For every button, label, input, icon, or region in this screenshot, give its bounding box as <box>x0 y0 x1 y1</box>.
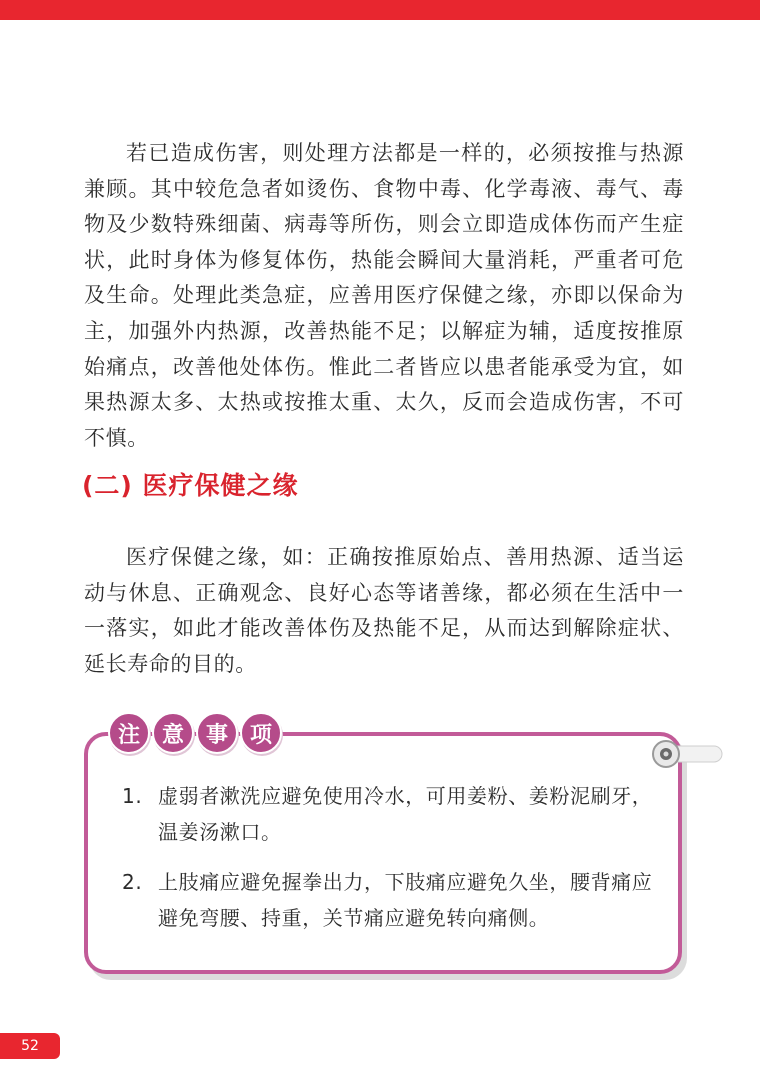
list-item-text: 上肢痛应避免握拳出力，下肢痛应避免久坐，腰背痛应避免弯腰、持重，关节痛应避免转向痛侧。 <box>158 870 653 930</box>
list-item-number: 2. <box>122 870 143 894</box>
list-item-text: 虚弱者漱洗应避免使用冷水，可用姜粉、姜粉泥刷牙，温姜汤漱口。 <box>158 784 653 844</box>
notes-title-char: 意 <box>152 712 194 754</box>
body-paragraph-1: 若已造成伤害，则处理方法都是一样的，必须按推与热源兼顾。其中较危急者如烫伤、食物中毒、化学毒液、毒气、毒物及少数特殊细菌、病毒等所伤，则会立即造成体伤而产生症状，此时身体为修复体伤，热能会瞬间大量消耗，严重者可危及生命。处理此类急症，应善用医疗保健之缘，亦即以保命为主，加强外内热源，改善热能不足；以解症为辅，适度按推原始痛点，改善他处体伤。惟此二者皆应以患者能承受为宜，如果热源太多、太热或按推太重、太久，反而会造成伤害，不可不慎。 <box>84 141 684 450</box>
scroll-curl-icon <box>650 736 726 776</box>
body-paragraph-2: 医疗保健之缘，如：正确按推原始点、善用热源、适当运动与休息、正确观念、良好心态等诸善缘，都必须在生活中一一落实，如此才能改善体伤及热能不足，从而达到解除症状、延长寿命的目的。 <box>84 545 684 676</box>
list-item <box>120 864 660 936</box>
list-item-number: 1. <box>122 784 143 808</box>
page-number: 52 <box>0 1033 60 1059</box>
notes-title-tab <box>108 712 282 754</box>
notes-title-char: 项 <box>240 712 282 754</box>
notes-title-char: 注 <box>108 712 150 754</box>
list-item <box>120 778 660 850</box>
section-heading: (二) 医疗保健之缘 <box>82 471 299 500</box>
notes-title-char: 事 <box>196 712 238 754</box>
top-color-bar <box>0 0 760 20</box>
notes-list <box>120 778 660 950</box>
